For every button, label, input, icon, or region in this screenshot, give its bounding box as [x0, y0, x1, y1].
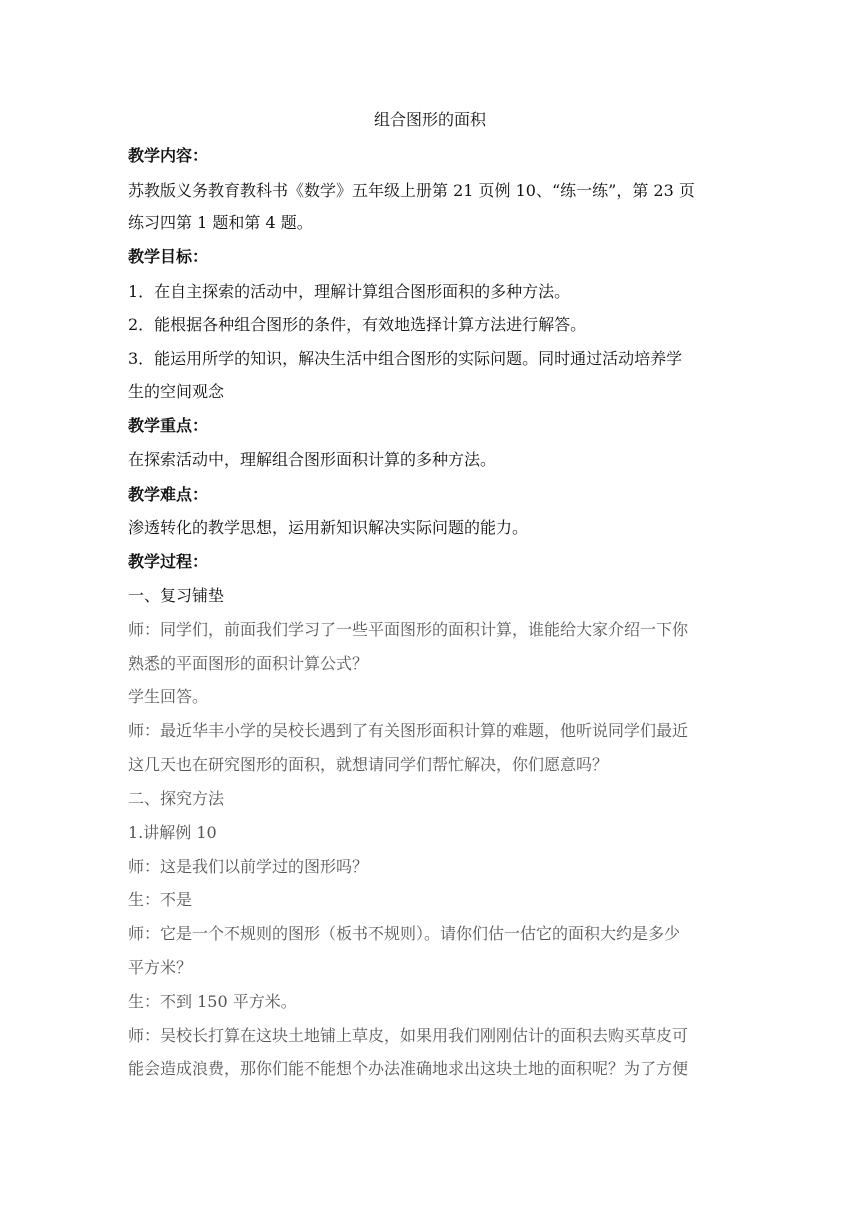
- document-title: 组合图形的面积: [373, 110, 486, 129]
- paragraph-line: 二、探究方法: [128, 789, 225, 808]
- paragraph-line: 师：这是我们以前学过的图形吗？: [128, 857, 369, 876]
- paragraph-line: 在探索活动中，理解组合图形面积计算的多种方法。: [128, 450, 497, 469]
- paragraph-line: 渗透转化的教学思想，运用新知识解决实际问题的能力。: [128, 518, 529, 537]
- paragraph-line: 生：不是: [128, 890, 193, 909]
- paragraph-line: 熟悉的平面图形的面积计算公式？: [128, 654, 369, 673]
- paragraph-line: 生：不到 150 平方米。: [128, 992, 297, 1011]
- paragraph-line: 学生回答。: [128, 687, 209, 706]
- paragraph-line: 这几天也在研究图形的面积，就想请同学们帮忙解决，你们愿意吗？: [128, 755, 609, 774]
- paragraph-line: 苏教版义务教育教科书《数学》五年级上册第 21 页例 10、“练一练”，第 23 页: [128, 181, 695, 200]
- paragraph-line: 师：同学们，前面我们学习了一些平面图形的面积计算，谁能给大家介绍一下你: [128, 620, 689, 639]
- paragraph-line: 2．能根据各种组合图形的条件，有效地选择计算方法进行解答。: [128, 315, 587, 334]
- paragraph-line: 师：最近华丰小学的吴校长遇到了有关图形面积计算的难题，他听说同学们最近: [128, 721, 689, 740]
- section-heading-difficulties: 教学难点：: [128, 485, 209, 504]
- paragraph-line: 能会造成浪费，那你们能不能想个办法准确地求出这块土地的面积呢？为了方便: [128, 1059, 689, 1078]
- paragraph-line: 3．能运用所学的知识，解决生活中组合图形的实际问题。同时通过活动培养学: [128, 349, 683, 368]
- paragraph-line: 练习四第 1 题和第 4 题。: [128, 213, 313, 232]
- paragraph-line: 一、复习铺垫: [128, 586, 225, 605]
- paragraph-line: 1.讲解例 10: [128, 823, 217, 842]
- section-heading-keypoints: 教学重点：: [128, 416, 209, 435]
- section-heading-content: 教学内容：: [128, 146, 209, 165]
- paragraph-line: 1．在自主探索的活动中，理解计算组合图形面积的多种方法。: [128, 282, 571, 301]
- paragraph-line: 平方米？: [128, 958, 193, 977]
- section-heading-process: 教学过程：: [128, 552, 209, 571]
- section-heading-goals: 教学目标：: [128, 247, 209, 266]
- paragraph-line: 师：它是一个不规则的图形（板书不规则）。请你们估一估它的面积大约是多少: [128, 924, 681, 943]
- paragraph-line: 生的空间观念: [128, 382, 225, 401]
- paragraph-line: 师：吴校长打算在这块土地铺上草皮，如果用我们刚刚估计的面积去购买草皮可: [128, 1026, 689, 1045]
